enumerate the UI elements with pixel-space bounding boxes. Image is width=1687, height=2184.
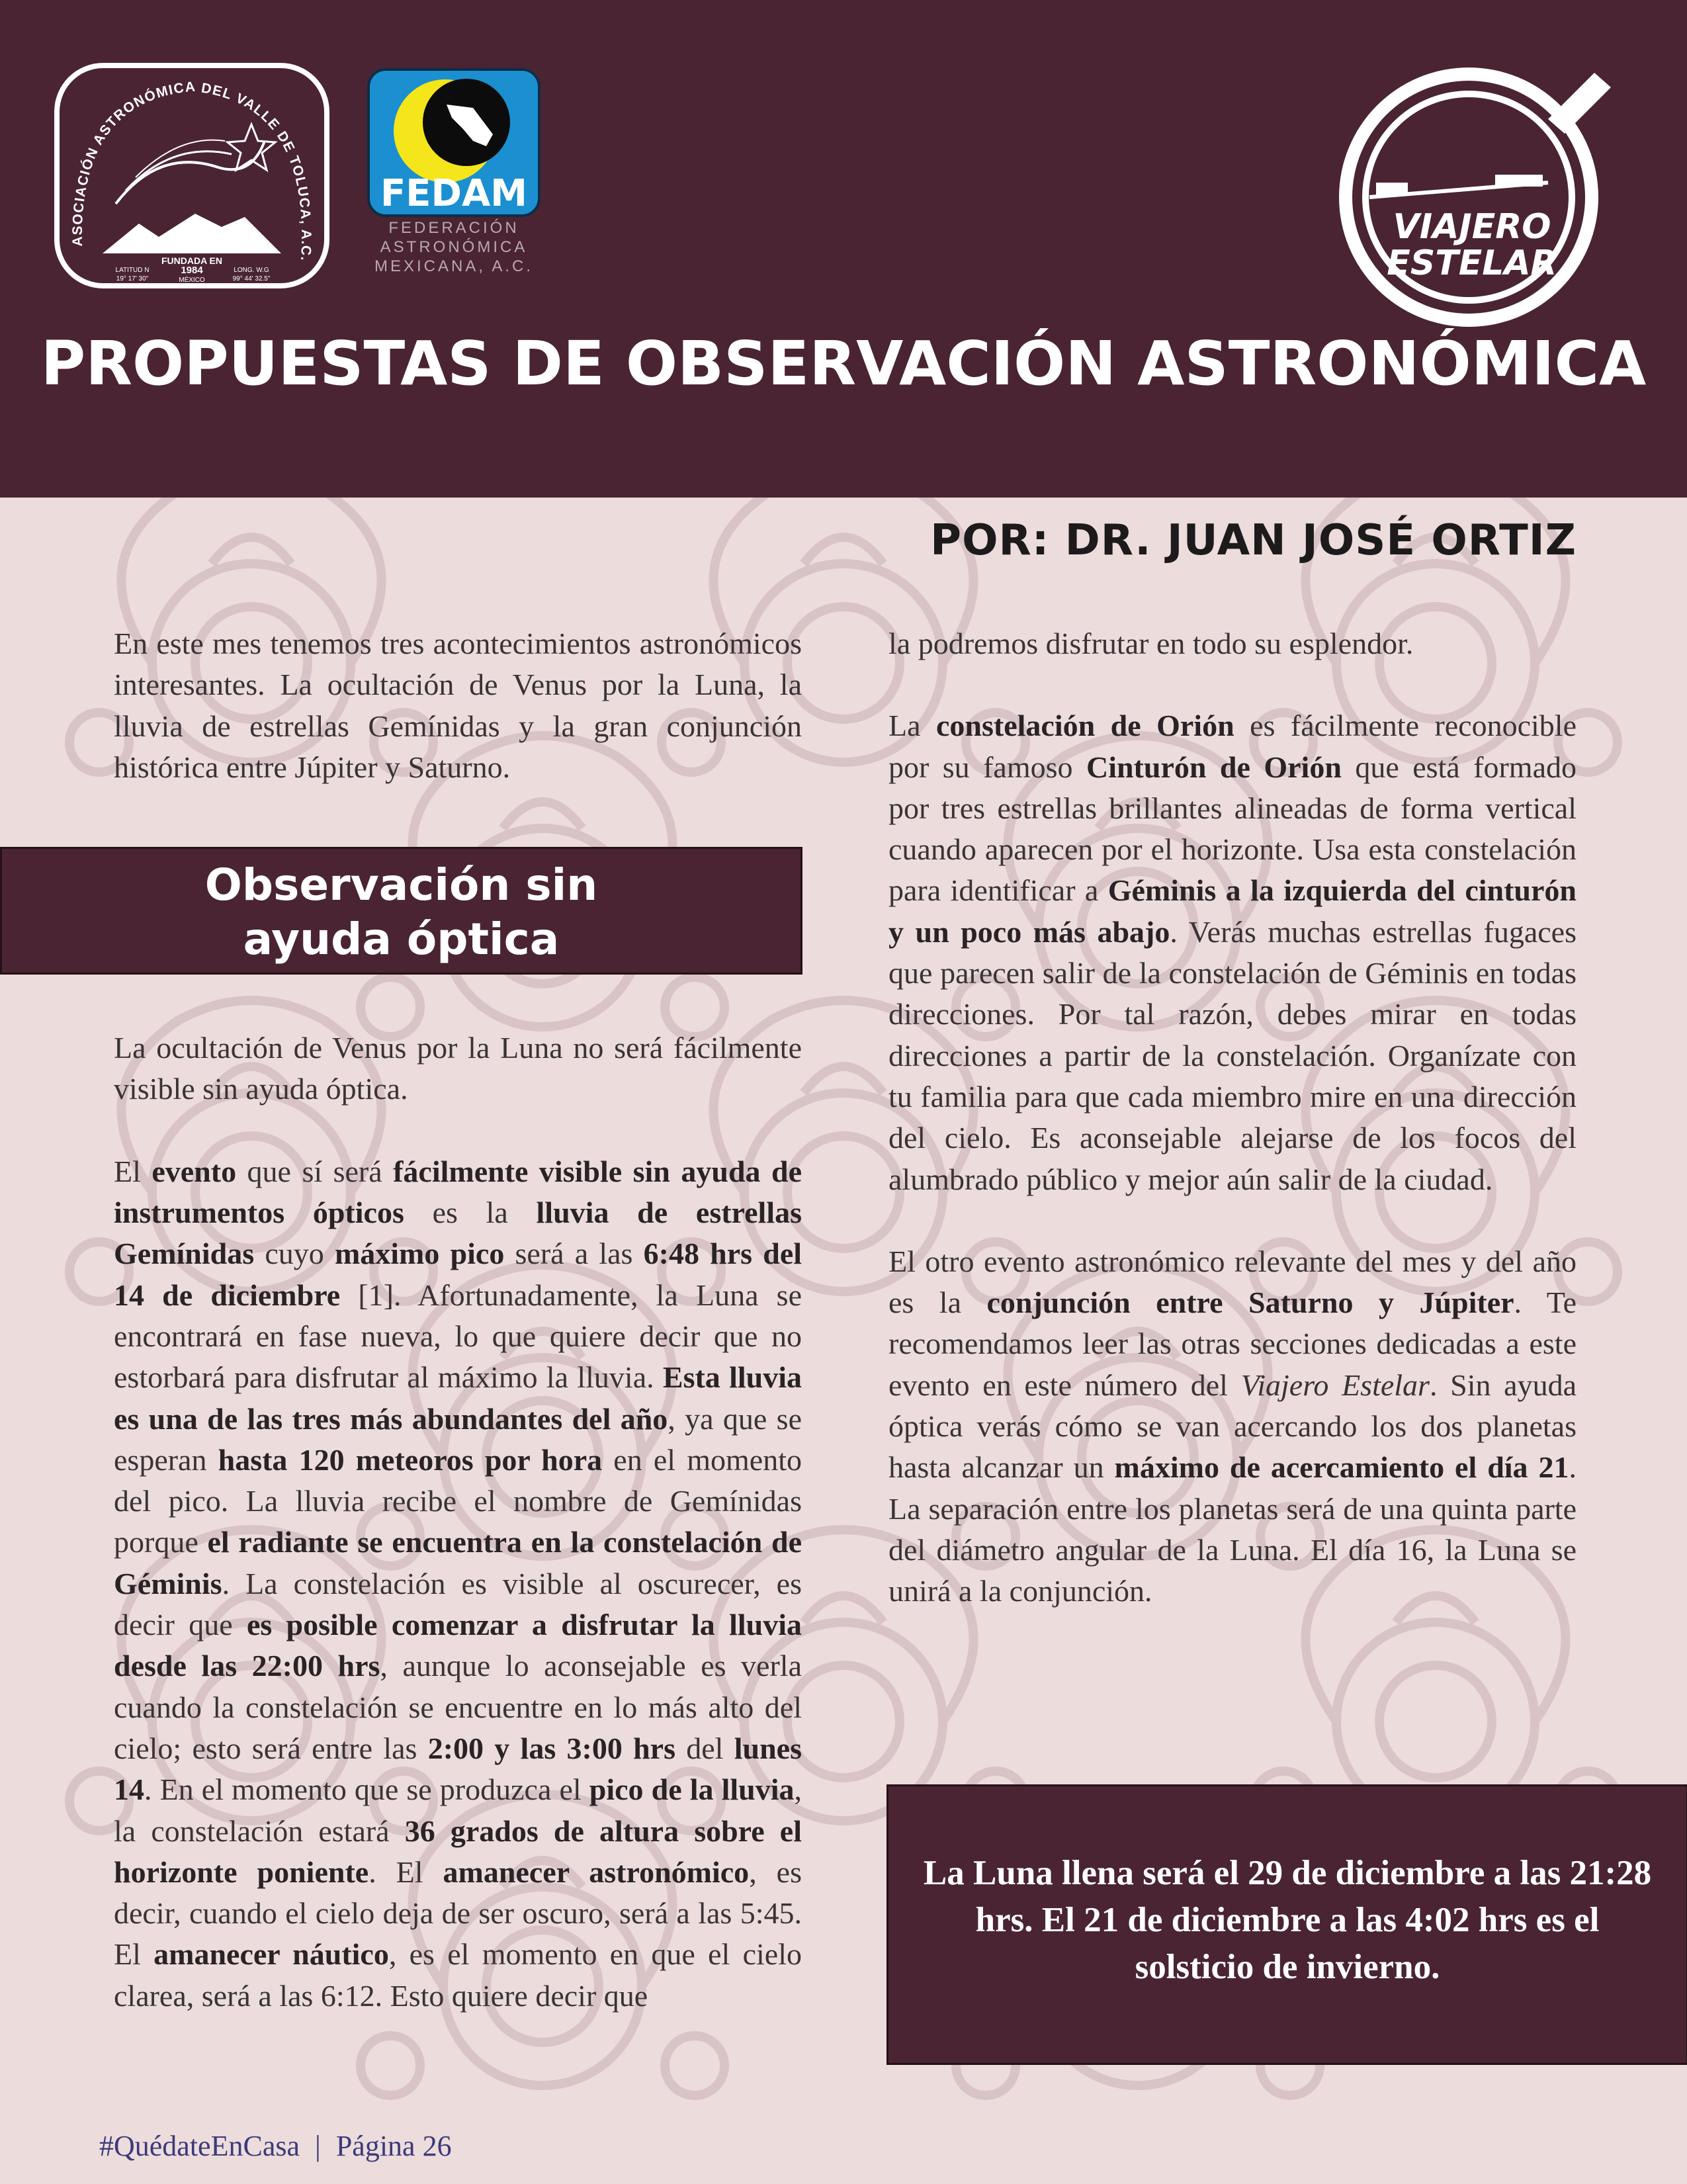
- avt-logo: [53, 62, 331, 290]
- venus-paragraph: La ocultación de Venus por la Luna no será fácilmente visible sin ayuda óptica.: [114, 1031, 802, 1106]
- section-heading-box: [0, 847, 802, 975]
- right-column: [888, 623, 1577, 1653]
- page-number: Página 26: [335, 2130, 452, 2162]
- svg-text:LONG. W.G: LONG. W.G: [234, 267, 269, 274]
- conjunction-paragraph: El otro evento astronómico relevante del mes y del año es la conjunción entre Saturno y Júpiter. Te recomendamos leer las otras secciones dedicadas a este evento en este número del Viajero Estelar. Sin ayuda óptica verás cómo se van acercando los dos planetas hasta alcanzar un máximo de acercamiento el día 21. La separación entre los planetas será de una quinta parte del diámetro angular de la Luna. El día 16, la Luna se unirá a la conjunción.: [888, 1244, 1577, 1608]
- svg-text:19° 17' 30": 19° 17' 30": [116, 275, 149, 283]
- footer-separator: |: [315, 2130, 321, 2162]
- svg-text:FUNDADA EN: FUNDADA EN: [161, 255, 223, 266]
- svg-text:MÉXICO: MÉXICO: [179, 277, 205, 284]
- continuation-paragraph: la podremos disfrutar en todo su esplendor.: [888, 627, 1414, 660]
- section-heading-line1: Observación sin: [204, 859, 598, 910]
- hashtag-text: #QuédateEnCasa: [99, 2130, 300, 2162]
- note-text: La Luna llena será el 29 de diciembre a las 21:28 hrs. El 21 de diciembre a las 4:02 hrs es el solsticio de invierno.: [923, 1854, 1652, 1986]
- svg-text:LATITUD N: LATITUD N: [115, 267, 150, 274]
- svg-text:FEDAM: FEDAM: [380, 172, 528, 215]
- orion-paragraph: La constelación de Orión es fácilmente reconocible por su famoso Cinturón de Orión que está formado por tres estrellas brillantes alineadas de forma vertical cuando aparecen por el horizonte. Usa esta constelación para identificar a Géminis a la izquierda del cinturón y un poco más abajo. Verás muchas estrellas fugaces que parecen salir de la constelación de Géminis en todas direcciones. Por tal razón, debes mirar en todas direcciones a partir de la constelación. Organízate con tu familia para que cada miembro mire en una dirección del cielo. Es aconsejable alejarse de los focos del alumbrado público y mejor aún salir de la ciudad.: [888, 709, 1577, 1196]
- author-byline: POR: DR. JUAN JOSÉ ORTIZ: [930, 516, 1577, 565]
- intro-paragraph: En este mes tenemos tres acontecimientos astronómicos interesantes. La ocultación de Venus por la Luna, la lluvia de estrellas Gemínidas y la gran conjunción histórica entre Júpiter y Saturno.: [114, 627, 802, 784]
- geminids-paragraph: El evento que sí será fácilmente visible sin ayuda de instrumentos ópticos es la lluvia de estrellas Gemínidas cuyo máximo pico será a las 6:48 hrs del 14 de diciembre [1]. Afortunadamente, la Luna se encontrará en fase nueva, lo que quiere decir que no estorbará para disfrutar al máximo la lluvia. Esta lluvia es una de las tres más abundantes del año, ya que se esperan hasta 120 meteoros por hora en el momento del pico. La lluvia recibe el nombre de Gemínidas porque el radiante se encuentra en la constelación de Géminis. La constelación es visible al oscurecer, es decir que es posible comenzar a disfrutar la lluvia desde las 22:00 hrs, aunque lo aconsejable es verla cuando la constelación se encuentre en lo más alto del cielo; esto será entre las 2:00 y las 3:00 hrs del lunes 14. En el momento que se produzca el pico de la lluvia, la constelación estará 36 grados de altura sobre el horizonte poniente. El amanecer astronómico, es decir, cuando el cielo deja de ser oscuro, será a las 5:45. El amanecer náutico, es el momento en que el cielo clarea, será a las 6:12. Esto quiere decir que: [114, 1154, 802, 2013]
- full-moon-note-box: [887, 1784, 1687, 2065]
- page-title: PROPUESTAS DE OBSERVACIÓN ASTRONÓMICA: [40, 328, 1647, 399]
- fedam-logo: [367, 68, 541, 217]
- fedam-caption: FEDERACIÓN ASTRONÓMICA MEXICANA, A.C.: [374, 219, 534, 275]
- svg-text:99° 44' 32.5": 99° 44' 32.5": [232, 275, 271, 283]
- left-column: [114, 623, 802, 2017]
- page-footer: [99, 2129, 460, 2163]
- viajero-estelar-logo: [1330, 46, 1621, 337]
- section-heading-line2: ayuda óptica: [243, 914, 560, 965]
- svg-text:ASOCIACIÓN ASTRONÓMICA DEL VAL: ASOCIACIÓN ASTRONÓMICA DEL VALLE DE TOLUCA, A.C.: [69, 79, 314, 262]
- svg-text:ESTELAR: ESTELAR: [1387, 243, 1557, 283]
- svg-text:1984: 1984: [181, 265, 203, 276]
- svg-text:VIAJERO: VIAJERO: [1393, 207, 1551, 247]
